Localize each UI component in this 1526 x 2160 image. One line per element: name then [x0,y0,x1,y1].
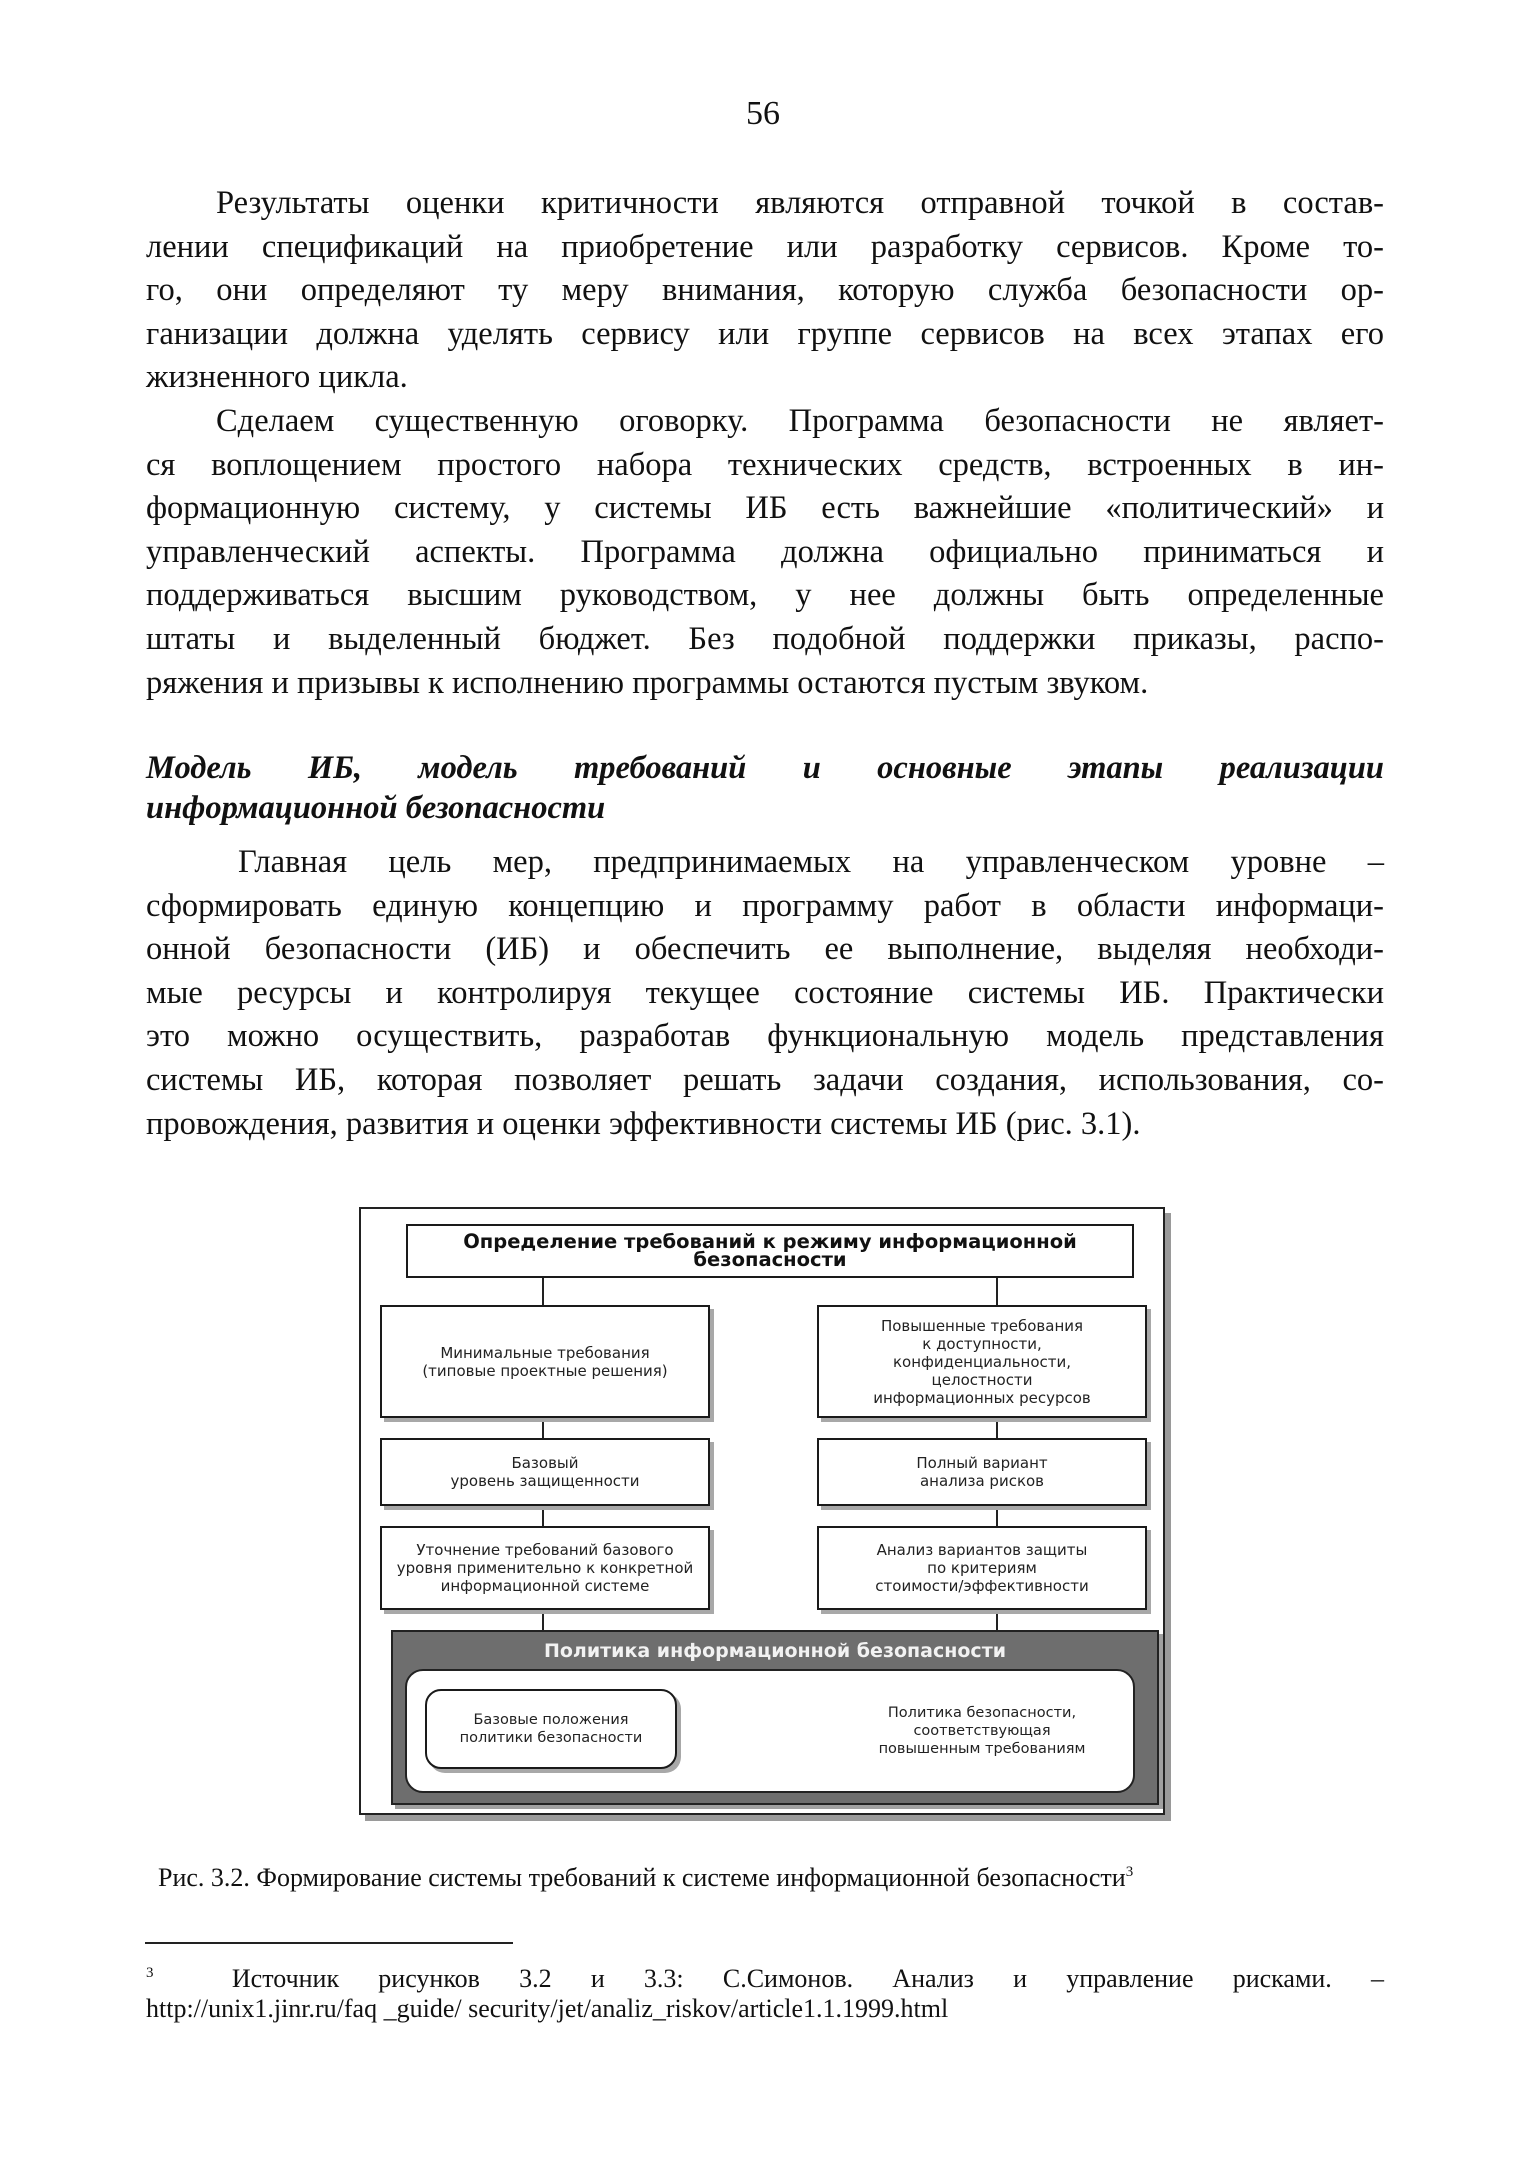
box-text: политики безопасности [459,1730,643,1746]
box-text: Анализ вариантов защиты [876,1541,1088,1559]
security-policy-block [391,1630,1159,1805]
protection-options-analysis-box [817,1526,1147,1610]
connector-line [542,1505,544,1526]
box-text: по критериям [927,1559,1037,1577]
text-line: мые ресурсы и контролируя текущее состояние системы ИБ. Практически [146,974,1384,1011]
text-line: провождения, развития и оценки эффективности системы ИБ (рис. 3.1). [146,1105,1141,1142]
text-line: ганизации должна уделять сервису или группе сервисов на всех этапах его [146,315,1384,352]
box-text: соответствующая [913,1723,1051,1739]
box-text: уровень защищенности [450,1472,640,1490]
box-text: Базовые положения [473,1712,629,1728]
connector-line [542,1278,544,1305]
base-policy-box [425,1689,677,1769]
requirements-diagram [359,1207,1165,1815]
text-line: ряжения и призывы к исполнению программы остаются пустым звуком. [146,664,1149,701]
text-line: штаты и выделенный бюджет. Без подобной поддержки приказы, распо- [146,620,1384,657]
caption-text: Рис. 3.2. Формирование системы требований к системе информационной безопасности [158,1863,1126,1892]
enhanced-policy-text [837,1691,1127,1771]
connector-line [996,1609,998,1631]
box-text: анализа рисков [919,1472,1045,1490]
text-line: лении спецификаций на приобретение или разработку сервисов. Кроме то- [146,228,1384,265]
connector-line [542,1417,544,1438]
text-line: это можно осуществить, разработав функциональную модель представления [146,1018,1384,1055]
connector-line [996,1278,998,1305]
box-text: информационной системе [440,1577,650,1595]
text-line: го, они определяют ту меру внимания, которую служба безопасности ор- [146,272,1384,309]
figure-caption [158,1862,1133,1894]
footnote-separator [145,1942,513,1944]
connector-line [996,1505,998,1526]
minimal-requirements-box [380,1305,710,1418]
paragraph-1 [146,182,1384,400]
connector-line [542,1609,544,1631]
text-line: Главная цель мер, предпринимаемых на управленческом уровне – [238,844,1384,880]
box-text: повышенным требованиям [878,1741,1086,1757]
text-line: поддерживаться высшим руководством, у нее должны быть определенные [146,577,1384,614]
box-text: уровня применительно к конкретной [396,1559,694,1577]
text-line: Сделаем существенную оговорку. Программа безопасности не являет- [216,403,1384,439]
paragraph-3 [146,841,1384,1146]
footnote-reference[interactable]: 3 [1125,1864,1134,1880]
text-line: Результаты оценки критичности являются отправной точкой в состав- [216,185,1384,221]
full-risk-analysis-box [817,1438,1147,1506]
text-line: управленческий аспекты. Программа должна официально приниматься и [146,533,1384,570]
box-text: конфиденциальности, [892,1352,1072,1371]
text-line: жизненного цикла. [146,359,408,396]
box-text: целостности [931,1370,1033,1389]
base-protection-level-box [380,1438,710,1506]
box-text: к доступности, [922,1334,1042,1353]
page-number: 56 [746,95,780,132]
footnote-marker: 3 [146,1965,154,1981]
text-line: формационную систему, у системы ИБ есть важнейшие «политический» и [146,490,1384,527]
box-text: Повышенные требования [880,1316,1084,1335]
box-text: Базовый [511,1454,579,1472]
footnote-url[interactable]: http://unix1.jinr.ru/faq _guide/ security/jet/analiz_riskov/article1.1.1999.html [146,1994,949,2023]
box-text: Политика безопасности, [887,1705,1077,1721]
heading-line: Модель ИБ, модель требований и основные этапы реализации [146,750,1384,786]
footnote [146,1964,1384,2024]
text-line: системы ИБ, которая позволяет решать задачи создания, использования, со- [146,1061,1384,1098]
box-text: стоимости/эффективности [875,1577,1089,1595]
policy-title: Политика информационной безопасности [543,1640,1007,1662]
diagram-title-box [406,1224,1134,1278]
policy-inner-panel [405,1669,1135,1793]
box-text: Минимальные требования [440,1343,650,1362]
text-line: ся воплощением простого набора технических средств, встроенных в ин- [146,446,1384,483]
connector-line [996,1417,998,1438]
section-heading [146,748,1384,828]
box-text: информационных ресурсов [873,1388,1091,1407]
refine-base-requirements-box [380,1526,710,1610]
box-text: Уточнение требований базового [416,1541,674,1559]
heading-line: информационной безопасности [146,790,606,826]
footnote-line: $^3$ Источник рисунков 3.2 и 3.3: С.Симонов. Анализ и управление рисками. – [146,1964,1385,1993]
box-text: Полный вариант [916,1454,1048,1472]
diagram-title-text: Определение требований к режиму информационной безопасности [463,1230,1077,1271]
enhanced-requirements-box [817,1305,1147,1418]
text-line: онной безопасности (ИБ) и обеспечить ее выполнение, выделяя необходи- [146,931,1384,968]
text-line: сформировать единую концепцию и программу работ в области информаци- [146,887,1384,924]
paragraph-2 [146,400,1384,705]
box-text: (типовые проектные решения) [422,1361,668,1380]
